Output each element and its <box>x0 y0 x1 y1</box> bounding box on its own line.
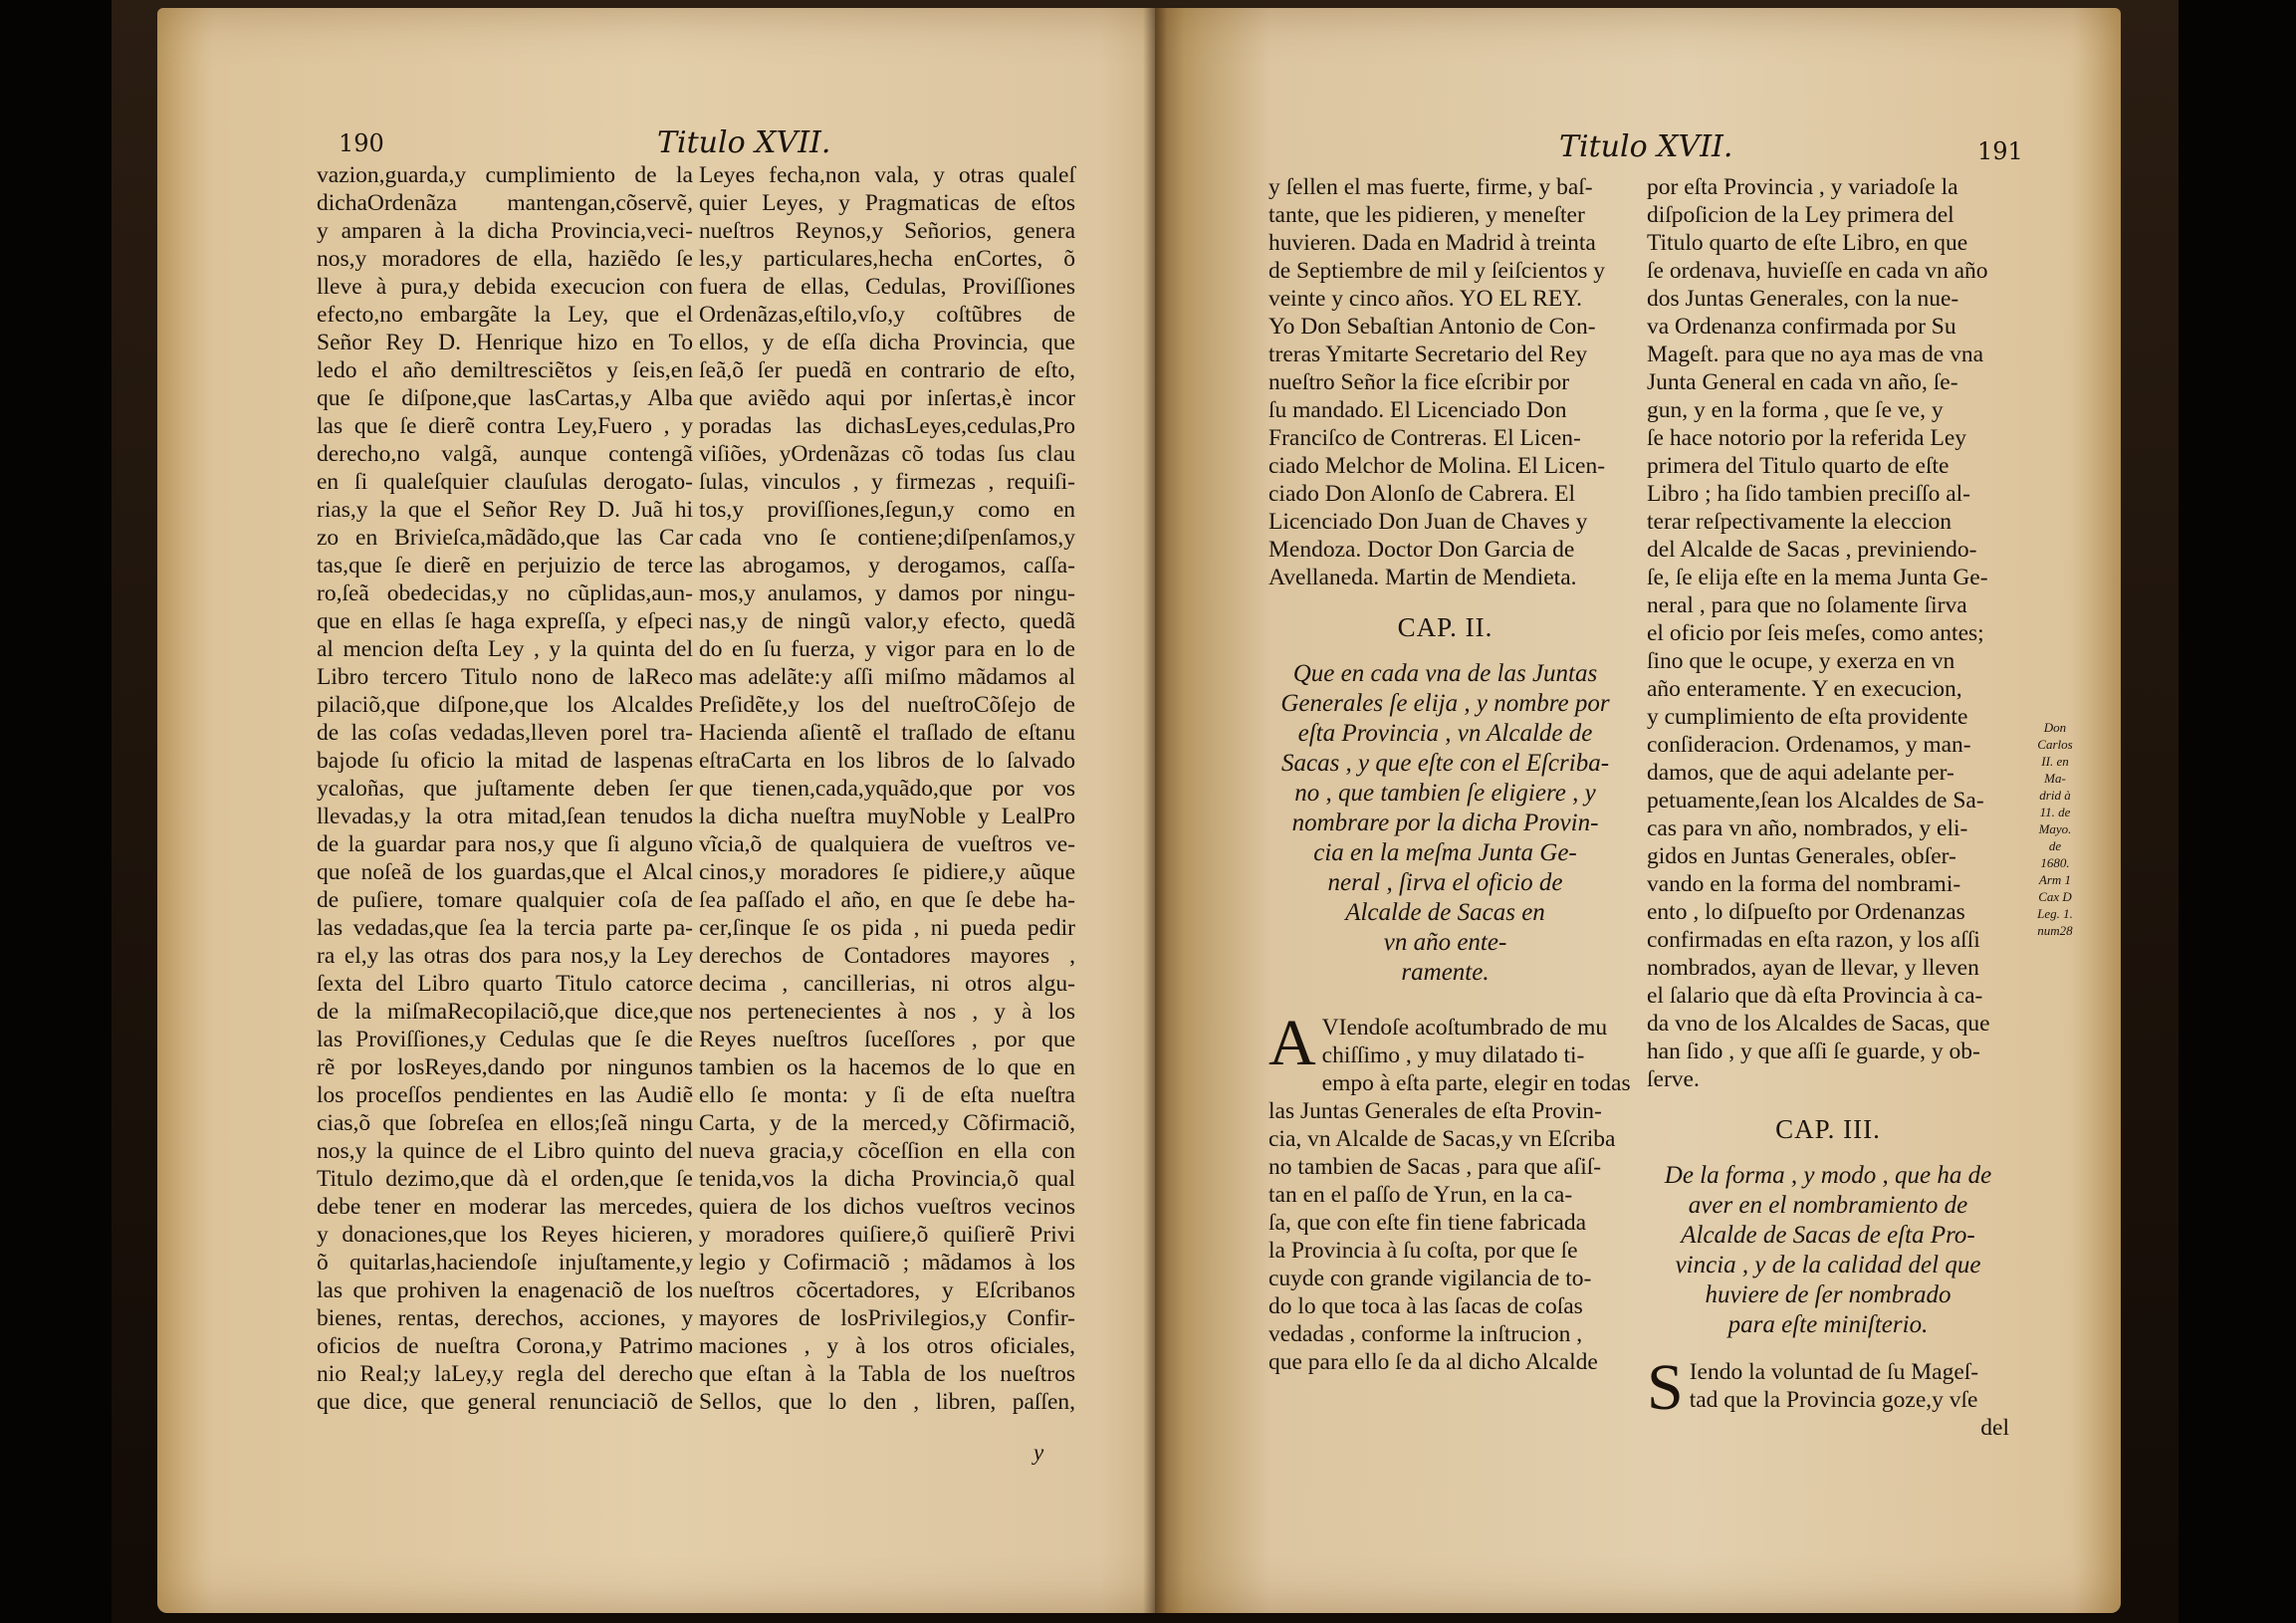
text-line: neral , para que no ſolamente ſirva <box>1647 592 1967 618</box>
summary-line: no , que tambien ſe eligiere , y <box>1294 780 1596 807</box>
text-line: que eſtan à la Tabla de los nueſtros <box>699 1361 1075 1387</box>
text-line: y moradores quiſiere,õ quiſierẽ Privi <box>699 1222 1075 1248</box>
margin-note-line: Arm 1 <box>2038 872 2072 887</box>
text-line: empo à eſta parte, elegir en todas <box>1321 1070 1631 1096</box>
right-column-2 <box>1647 173 2009 1442</box>
text-line: tambien os la hacemos de lo que en <box>699 1054 1075 1080</box>
cap2-summary <box>1268 659 1622 988</box>
summary-line: De la forma , y modo , que ha de <box>1664 1162 1992 1189</box>
text-line: Leyes fecha,non vala, y otras qualeſ <box>699 162 1075 188</box>
margin-note <box>2027 719 2083 939</box>
summary-line: Sacas , y que eſte con el Eſcriba- <box>1280 750 1610 777</box>
text-line: conſideracion. Ordenamos, y man- <box>1647 732 1971 758</box>
text-line: viſiões, yOrdenãzas cõ todas ſus clau <box>699 441 1075 467</box>
left-catchword: y <box>1033 1440 1044 1465</box>
text-line: Sellos, que lo den , libren, paſſen, <box>699 1389 1075 1415</box>
text-line: Licenciado Don Juan de Chaves y <box>1268 509 1588 535</box>
text-line: tos,y proviſſiones,ſegun,y como en <box>699 497 1075 523</box>
text-line: quier Leyes, y Pragmaticas de eſtos <box>699 190 1075 216</box>
text-line: cias,õ que ſobreſea en ellos;ſeã ningu <box>317 1110 693 1136</box>
text-line: ello ſe monta: y ſi de eſta nueſtra <box>699 1082 1075 1108</box>
text-line: nos,y la quince de el Libro quinto del <box>317 1138 693 1164</box>
cap3-dropcap: S <box>1647 1351 1684 1424</box>
text-line: cuyde con grande vigilancia de to- <box>1268 1266 1592 1291</box>
cap3-heading: CAP. III. <box>1775 1114 1881 1144</box>
text-line: nos,y moradores de ella, haziẽdo ſe <box>317 246 693 272</box>
text-line: ra el,y las otras dos para nos,y la Ley <box>317 943 693 969</box>
text-line: fuera de ellas, Cedulas, Proviſſiones <box>699 274 1075 300</box>
margin-note-line: Don <box>2043 720 2067 735</box>
text-line: cinos,y moradores ſe pidiere,y aũque <box>699 859 1075 885</box>
text-line: Mendoza. Doctor Don Garcia de <box>1268 537 1575 563</box>
text-line: les,y particulares,hecha enCortes, õ <box>699 246 1075 272</box>
text-line: Carta, y de la merced,y Cõfirmaciõ, <box>699 1110 1075 1136</box>
text-line: eſtraCarta en los libros de lo ſalvado <box>699 748 1075 774</box>
text-line: nio Real;y laLey,y regla del derecho <box>317 1361 693 1387</box>
text-line: ſe ordenava, huvieſſe en cada vn año <box>1647 258 1988 284</box>
text-line: y ſellen el mas fuerte, firme, y baſ- <box>1268 174 1593 200</box>
text-line: va Ordenanza confirmada por Su <box>1647 314 1956 340</box>
text-line: do lo que toca à las ſacas de coſas <box>1268 1293 1583 1319</box>
cap3-body <box>1647 1351 2009 1442</box>
margin-note-line: de <box>2048 838 2062 853</box>
text-line: ſino que le ocupe, y exerza en vn <box>1647 648 1955 674</box>
text-line: Junta General en cada vn año, ſe- <box>1647 369 1958 395</box>
margin-note-line: 11. de <box>2039 805 2071 819</box>
summary-line: Generales ſe elija , y nombre por <box>1280 690 1610 717</box>
right-running-title: Titulo XVII. <box>1559 129 1733 164</box>
text-line: dichaOrdenãza mantengan,cõservẽ, <box>317 190 693 216</box>
text-line: llevadas,y la otra mitad,ſean tenudos <box>317 804 693 829</box>
text-line: la Provincia à ſu coſta, por que ſe <box>1268 1238 1578 1264</box>
text-line: nueva gracia,y cõceſſion en ella con <box>699 1138 1075 1164</box>
cap3-summary <box>1647 1161 2009 1340</box>
text-line: los proceſſos pendientes en las Audiẽ <box>317 1082 693 1108</box>
text-line: bienes, rentas, derechos, acciones, y <box>317 1305 693 1331</box>
margin-note-line: num28 <box>2037 923 2073 938</box>
text-line: del Alcalde de Sacas , previniendo- <box>1647 537 1977 563</box>
text-line: vedadas , conforme la inſtrucion , <box>1268 1321 1583 1347</box>
text-line: del <box>1980 1415 2009 1441</box>
text-line: da vno de los Alcaldes de Sacas, que <box>1647 1011 1990 1037</box>
text-line: que aviẽdo aqui por inſertas,è incor <box>699 385 1075 411</box>
text-line: que noſeã de los guardas,que el Alcal <box>317 859 693 885</box>
text-line: Reyes nueſtros ſuceſſores , por que <box>699 1027 1075 1052</box>
text-line: terar reſpectivamente la eleccion <box>1647 509 1952 535</box>
text-line: rias,y la que el Señor Rey D. Juã hi <box>317 497 693 523</box>
text-line: Libro tercero Titulo nono de laReco <box>317 664 693 690</box>
text-line: de la guardar para nos,y que ſi alguno <box>317 831 693 857</box>
text-line: dos Juntas Generales, con la nue- <box>1647 286 1959 312</box>
text-line: decima , cancillerias, ni otros algu- <box>699 971 1075 997</box>
text-line: nueſtro Señor la fice eſcribir por <box>1268 369 1570 395</box>
text-line: tas,que ſe dierẽ en perjuizio de terce <box>317 553 693 579</box>
text-line: las vedadas,que ſea la tercia parte pa- <box>317 915 693 941</box>
text-line: el ſalario que dà eſta Provincia à ca- <box>1647 983 1983 1009</box>
text-line: ycaloñas, que juſtamente deben ſer <box>317 776 693 802</box>
text-line: tan en el paſſo de Yrun, en la ca- <box>1268 1182 1573 1208</box>
text-line: huvieren. Dada en Madrid à treinta <box>1268 230 1596 256</box>
text-line: pilaciõ,que diſpone,que los Alcaldes <box>317 692 693 718</box>
text-line: el oficio por ſeis meſes, como antes; <box>1647 620 1984 646</box>
summary-line: eſta Provincia , vn Alcalde de <box>1297 720 1593 747</box>
text-line: y cumplimiento de eſta providente <box>1647 704 1968 730</box>
text-line: mos,y anulamos, y damos por ningu- <box>699 580 1075 606</box>
text-line: gidos en Juntas Generales, obſer- <box>1647 843 1956 869</box>
summary-line: Alcalde de Sacas de eſta Pro- <box>1681 1222 1975 1249</box>
text-line: que ſe diſpone,que lasCartas,y Alba <box>317 385 693 411</box>
text-line: Franciſco de Contreras. El Licen- <box>1268 425 1581 451</box>
text-line: las abrogamos, y derogamos, caſſa- <box>699 553 1075 579</box>
text-line: la dicha nueſtra muyNoble y LealPro <box>699 804 1075 829</box>
text-line: vazion,guarda,y cumplimiento de la <box>317 162 693 188</box>
text-line: chiſſimo , y muy dilatado ti- <box>1321 1043 1585 1068</box>
text-line: Señor Rey D. Henrique hizo en To <box>317 330 693 355</box>
text-line: tenida,vos la dicha Provincia,õ qual <box>699 1166 1075 1192</box>
margin-note-line: 1680. <box>2040 855 2070 870</box>
text-line: diſpoſicion de la Ley primera del <box>1647 202 1954 228</box>
text-line: de Septiembre de mil y ſeiſcientos y <box>1268 258 1606 284</box>
text-line: cas para vn año, nombrados, y eli- <box>1647 815 1968 841</box>
summary-line: neral , ſirva el oficio de <box>1327 869 1563 896</box>
margin-note-line: Leg. 1. <box>2037 906 2073 921</box>
margin-note-line: Ma- <box>2044 771 2066 786</box>
text-line: por eſta Provincia , y variadoſe la <box>1647 174 1958 200</box>
text-line: en ſi qualeſquier clauſulas derogato- <box>317 469 693 495</box>
text-line: ſe, ſe elija eſte en la mema Junta Ge- <box>1647 565 1988 590</box>
text-line: petuamente,ſean los Alcaldes de Sa- <box>1647 788 1984 813</box>
text-line: vĩcia,õ de qualquiera de vueſtros ve- <box>699 831 1075 857</box>
book-gutter <box>1143 8 1167 1613</box>
text-line: ento , lo diſpueſto por Ordenanzas <box>1647 899 1965 925</box>
text-line: Mageſt. para que no aya mas de vna <box>1647 342 1984 367</box>
right-col2-text <box>1647 173 2009 1093</box>
text-line: debe tener en moderar las mercedes, <box>317 1194 693 1220</box>
text-line: mas adelãte:y aſſi miſmo mãdamos al <box>699 664 1075 690</box>
margin-note-line: drid à <box>2039 788 2071 803</box>
text-line: de las coſas vedadas,lleven porel tra- <box>317 720 693 746</box>
text-line: no tambien de Sacas , para que aſiſ- <box>1268 1154 1602 1180</box>
text-line: las Proviſſiones,y Cedulas que ſe die <box>317 1027 693 1052</box>
text-line: legio y Cofirmaciõ ; mãdamos à los <box>699 1250 1075 1275</box>
text-line: mayores de losPrivilegios,y Confir- <box>699 1305 1075 1331</box>
text-line: ellos, y de eſſa dicha Provincia, que <box>699 330 1075 355</box>
cap2-heading: CAP. II. <box>1397 612 1493 642</box>
cap2-dropcap: A <box>1268 1007 1316 1079</box>
text-line: que dice, que general renunciaciõ de <box>317 1389 693 1415</box>
text-line: nos pertenecientes à nos , y à los <box>699 999 1075 1025</box>
text-line: de la miſmaRecopilaciõ,que dice,que <box>317 999 693 1025</box>
margin-note-line: Carlos <box>2037 737 2073 752</box>
summary-line: para eſte miniſterio. <box>1727 1311 1929 1338</box>
left-column-1 <box>317 161 693 1416</box>
text-line: ro,ſeã obedecidas,y no cũplidas,aun- <box>317 580 693 606</box>
text-line: primera del Titulo quarto de eſte <box>1647 453 1950 479</box>
text-line: que para ello ſe da al dicho Alcalde <box>1268 1349 1598 1375</box>
text-line: treras Ymitarte Secretario del Rey <box>1268 342 1588 367</box>
cap2-body <box>1268 1007 1631 1376</box>
margin-note-line: Mayo. <box>2038 821 2072 836</box>
right-column-1 <box>1268 173 1631 1376</box>
text-line: vando en la forma del nombrami- <box>1647 871 1961 897</box>
text-line: poradas las dichasLeyes,cedulas,Pro <box>699 413 1075 439</box>
right-page-number: 191 <box>1977 137 2023 165</box>
text-line: cer,ſinque ſe os pida , ni pueda pedir <box>699 915 1075 941</box>
text-line: rẽ por losReyes,dando por ningunos <box>317 1054 693 1080</box>
summary-line: vincia , y de la calidad del que <box>1675 1252 1981 1278</box>
text-line: año enteramente. Y en execucion, <box>1647 676 1962 702</box>
text-line: derecho,no valgã, aunque contengã <box>317 441 693 467</box>
text-line: quiera de los dichos vueſtros vecinos <box>699 1194 1075 1220</box>
text-line: ciado Melchor de Molina. El Licen- <box>1268 453 1606 479</box>
text-line: ſulas, vinculos , y firmezas , requiſi- <box>699 469 1075 495</box>
left-page-number: 190 <box>339 129 384 157</box>
text-line: zo en Brivieſca,mãdãdo,que las Car <box>317 525 693 551</box>
text-line: Ordenãzas,eſtilo,vſo,y coſtũbres de <box>699 302 1075 328</box>
text-line: ſea paſſado el año, en que ſe debe ha- <box>699 887 1075 913</box>
text-line: que tienen,cada,yquãdo,que por vos <box>699 776 1075 802</box>
text-line: ſa, que con eſte fin tiene fabricada <box>1268 1210 1587 1236</box>
text-line: cia, vn Alcalde de Sacas,y vn Eſcriba <box>1268 1126 1616 1152</box>
summary-line: Alcalde de Sacas en <box>1345 899 1545 926</box>
text-line: y amparen à la dicha Provincia,veci- <box>317 218 693 244</box>
text-line: nombrados, ayan de llevar, y lleven <box>1647 955 1979 981</box>
text-line: y donaciones,que los Reyes hicieren, <box>317 1222 693 1248</box>
left-column-2 <box>699 161 1075 1416</box>
text-line: ledo el año demiltresciẽtos y ſeis,en <box>317 357 693 383</box>
text-line: tad que la Provincia goze,y vſe <box>1689 1387 1978 1413</box>
text-line: Titulo dezimo,que dà el orden,que ſe <box>317 1166 693 1192</box>
text-line: maciones , y à los otros oficiales, <box>699 1333 1075 1359</box>
margin-note-line: II. en <box>2041 754 2069 769</box>
text-line: Titulo quarto de eſte Libro, en que <box>1647 230 1968 256</box>
text-line: Preſidẽte,y los del nueſtroCõſejo de <box>699 692 1075 718</box>
text-line: nas,y de ningũ valor,y efecto, quedã <box>699 608 1075 634</box>
text-line: ſexta del Libro quarto Titulo catorce <box>317 971 693 997</box>
text-line: veinte y cinco años. YO EL REY. <box>1268 286 1583 312</box>
summary-line: aver en el nombramiento de <box>1688 1192 1968 1219</box>
text-line: han ſido , y que aſſi ſe guarde, y ob- <box>1647 1039 1980 1064</box>
text-line: derechos de Contadores mayores , <box>699 943 1075 969</box>
text-line: efecto,no embargãte la Ley, que el <box>317 302 693 328</box>
text-line: bajode ſu oficio la mitad de laspenas <box>317 748 693 774</box>
text-line: las Juntas Generales de eſta Provin- <box>1268 1098 1602 1124</box>
text-line: VIendoſe acoſtumbrado de mu <box>1321 1015 1608 1041</box>
text-line: õ quitarlas,haciendoſe injuſtamente,y <box>317 1250 693 1275</box>
text-line: Avellaneda. Martin de Mendieta. <box>1268 565 1577 590</box>
summary-line: nombrare por la dicha Provin- <box>1291 810 1599 836</box>
text-line: damos, que de aqui adelante per- <box>1647 760 1954 786</box>
text-line: que en ellas ſe haga expreſſa, y eſpeci <box>317 608 693 634</box>
summary-line: Que en cada vna de las Juntas <box>1292 660 1598 687</box>
text-line: nueſtros Reynos,y Señorios, genera <box>699 218 1075 244</box>
summary-line: cia en la meſma Junta Ge- <box>1313 839 1577 866</box>
text-line: Yo Don Sebaſtian Antonio de Con- <box>1268 314 1596 340</box>
summary-line: huviere de ſer nombrado <box>1705 1281 1952 1308</box>
text-line: Libro ; ha ſido tambien preciſſo al- <box>1647 481 1970 507</box>
text-line: do en ſu fuerza, y vigor para en lo de <box>699 636 1075 662</box>
summary-line: ramente. <box>1401 959 1490 986</box>
text-line: ſe hace notorio por la referida Ley <box>1647 425 1967 451</box>
left-running-title: Titulo XVII. <box>657 125 831 160</box>
text-line: las que ſe dierẽ contra Ley,Fuero , y <box>317 413 693 439</box>
text-line: lleve à pura,y debida execucion con <box>317 274 693 300</box>
text-line: al mencion deſta Ley , y la quinta del <box>317 636 693 662</box>
text-line: ſerve. <box>1647 1066 1700 1092</box>
text-line: gun, y en la forma , que ſe ve, y <box>1647 397 1944 423</box>
text-line: oficios de nueſtra Corona,y Patrimo <box>317 1333 693 1359</box>
text-line: ſu mandado. El Licenciado Don <box>1268 397 1567 423</box>
text-line: ſeã,õ ſer puedã en contrario de eſto, <box>699 357 1075 383</box>
right-col1-closing-text <box>1268 173 1622 591</box>
text-line: tante, que les pidieren, y meneſter <box>1268 202 1585 228</box>
text-line: nueſtros cõcertadores, y Eſcribanos <box>699 1277 1075 1303</box>
text-line: cada vno ſe contiene;diſpenſamos,y <box>699 525 1075 551</box>
margin-note-line: Cax D <box>2038 889 2072 904</box>
text-line: las que prohiven la enagenaciõ de los <box>317 1277 693 1303</box>
text-line: ciado Don Alonſo de Cabrera. El <box>1268 481 1576 507</box>
text-line: de puſiere, tomare qualquier coſa de <box>317 887 693 913</box>
text-line: Iendo la voluntad de ſu Mageſ- <box>1689 1359 1979 1385</box>
text-line: Hacienda aſientẽ el traſlado de eſtanu <box>699 720 1075 746</box>
summary-line: vn año ente- <box>1383 929 1507 956</box>
text-line: confirmadas en eſta razon, y los aſſi <box>1647 927 1980 953</box>
